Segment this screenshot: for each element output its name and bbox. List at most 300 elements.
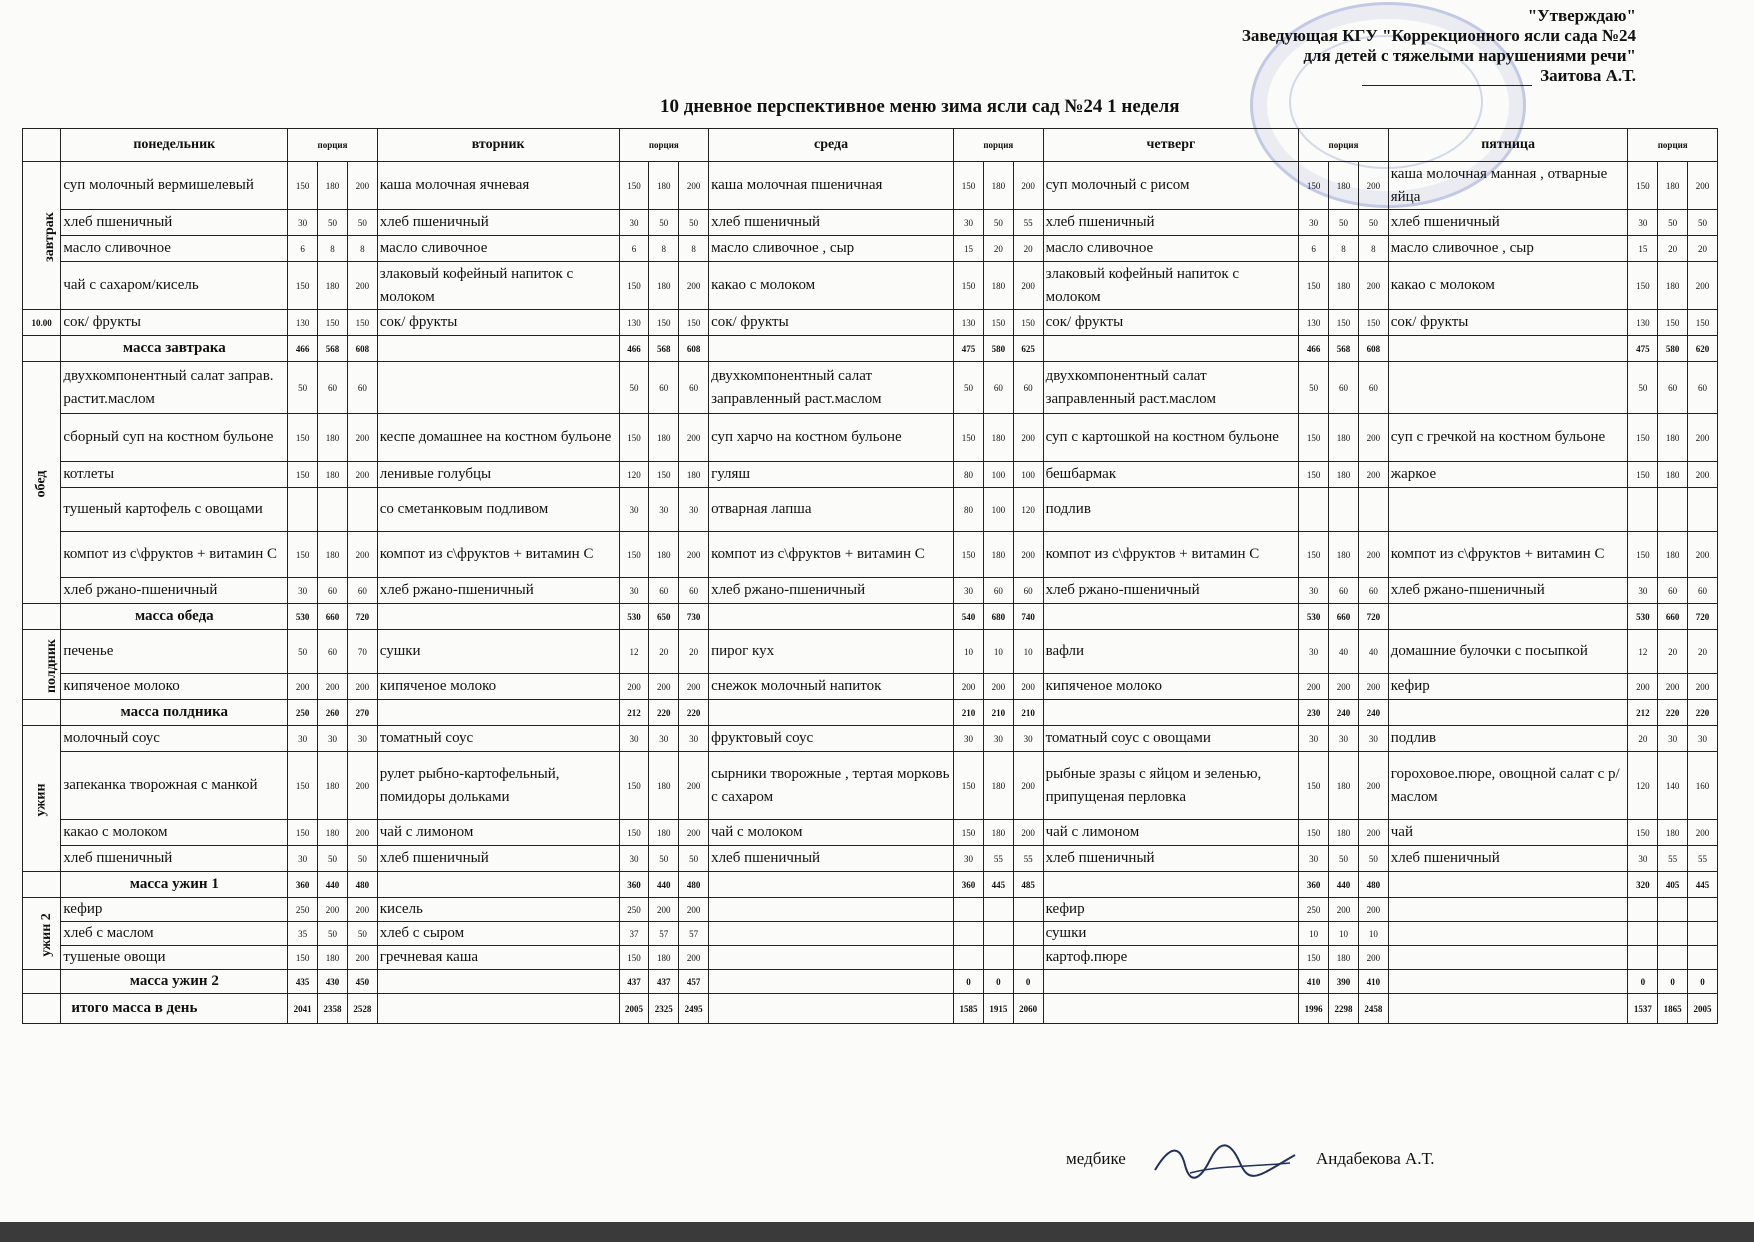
dish-cell: хлеб пшеничный [61,846,288,872]
portion-cell: 150 [619,752,649,820]
total-value: 437 [619,970,649,994]
portion-cell: 30 [619,210,649,236]
total-value: 1865 [1658,994,1688,1024]
portion-cell: 50 [318,846,348,872]
dish-cell: фруктовый соус [709,726,954,752]
portion-cell: 150 [1299,820,1329,846]
signature [1150,1135,1300,1185]
dish-cell: хлеб пшеничный [1043,210,1299,236]
total-spacer [23,700,61,726]
total-spacer [23,604,61,630]
total-value: 580 [1658,336,1688,362]
portion-cell: 60 [1013,578,1043,604]
portion-cell: 100 [983,462,1013,488]
portion-cell: 30 [1628,578,1658,604]
portion-cell: 200 [1329,898,1359,922]
portion-cell: 150 [619,162,649,210]
total-value: 660 [318,604,348,630]
portion-cell: 200 [1688,532,1718,578]
portion-cell: 150 [1299,262,1329,310]
dish-cell [1388,362,1628,414]
header-day: вторник [377,129,619,162]
header-row [23,129,1718,162]
portion-cell: 150 [679,310,709,336]
menu-row [23,236,1718,262]
portion-cell [954,946,984,970]
total-value: 210 [1013,700,1043,726]
total-value: 437 [649,970,679,994]
dish-cell: чай с лимоном [377,820,619,846]
portion-cell: 150 [619,820,649,846]
portion-cell [1628,488,1658,532]
dish-cell: каша молочная ячневая [377,162,619,210]
total-value: 680 [983,604,1013,630]
dish-cell: хлеб пшеничный [61,210,288,236]
portion-cell: 180 [983,532,1013,578]
dish-cell: домашние булочки с посыпкой [1388,630,1628,674]
dish-cell: подлив [1388,726,1628,752]
portion-cell: 200 [1358,462,1388,488]
portion-cell: 200 [347,946,377,970]
dish-cell: компот из с\фруктов + витамин С [1388,532,1628,578]
portion-cell: 150 [649,462,679,488]
total-value: 530 [288,604,318,630]
menu-row [23,162,1718,210]
total-value: 212 [1628,700,1658,726]
portion-cell: 180 [679,462,709,488]
total-value: 568 [649,336,679,362]
total-label [377,336,619,362]
total-label [377,700,619,726]
portion-cell: 50 [1628,362,1658,414]
dish-cell: хлеб с сыром [377,922,619,946]
portion-cell [1013,946,1043,970]
dish-cell [377,362,619,414]
menu-row [23,946,1718,970]
portion-cell: 30 [619,726,649,752]
portion-cell: 200 [1688,162,1718,210]
portion-cell [1628,946,1658,970]
portion-cell: 200 [1299,674,1329,700]
portion-cell: 30 [1658,726,1688,752]
portion-cell: 150 [1628,414,1658,462]
total-label [709,872,954,898]
total-value: 220 [1688,700,1718,726]
portion-cell: 150 [954,752,984,820]
dish-cell: рулет рыбно-картофельный, помидоры дольками [377,752,619,820]
total-label [1388,604,1628,630]
dish-cell: суп молочный с рисом [1043,162,1299,210]
portion-cell: 180 [318,162,348,210]
total-label: итого масса в день [61,994,288,1024]
total-label [377,872,619,898]
meal-label [23,630,61,700]
dish-cell [709,898,954,922]
dish-cell: хлеб ржано-пшеничный [1388,578,1628,604]
portion-cell: 60 [1688,362,1718,414]
portion-cell: 60 [1358,578,1388,604]
portion-cell: 120 [1628,752,1658,820]
dish-cell: томатный соус [377,726,619,752]
total-value: 720 [347,604,377,630]
total-value: 608 [1358,336,1388,362]
portion-cell: 120 [619,462,649,488]
dish-cell: сырники творожные , тертая морковь с сахаром [709,752,954,820]
total-row [23,700,1718,726]
total-value: 360 [954,872,984,898]
portion-cell: 6 [1299,236,1329,262]
dish-cell [709,922,954,946]
portion-cell: 50 [679,210,709,236]
portion-cell: 200 [1013,162,1043,210]
portion-cell: 30 [619,488,649,532]
portion-cell: 20 [1688,630,1718,674]
portion-cell: 50 [1358,210,1388,236]
portion-cell [1329,488,1359,532]
portion-cell [1658,898,1688,922]
header-day: среда [709,129,954,162]
header-corner [23,129,61,162]
portion-cell: 130 [1299,310,1329,336]
portion-cell [1688,922,1718,946]
approval-block [1242,6,1636,86]
dish-cell: каша молочная манная , отварные яйца [1388,162,1628,210]
portion-cell: 180 [983,162,1013,210]
portion-cell: 57 [649,922,679,946]
menu-row [23,362,1718,414]
portion-cell: 180 [649,752,679,820]
portion-cell: 180 [1658,162,1688,210]
portion-cell: 150 [983,310,1013,336]
portion-cell: 10 [954,630,984,674]
dish-cell: хлеб ржано-пшеничный [709,578,954,604]
menu-row [23,488,1718,532]
portion-cell: 8 [347,236,377,262]
menu-row [23,898,1718,922]
header-day: пятница [1388,129,1628,162]
menu-row [23,210,1718,236]
approval-line-3: для детей с тяжелыми нарушениями речи" [1303,46,1636,65]
portion-cell: 200 [1358,820,1388,846]
portion-cell: 200 [1358,674,1388,700]
total-value: 210 [983,700,1013,726]
total-value: 0 [1628,970,1658,994]
portion-cell: 130 [1628,310,1658,336]
dish-cell: снежок молочный напиток [709,674,954,700]
dish-cell: какао с молоком [709,262,954,310]
portion-cell: 200 [1013,820,1043,846]
dish-cell: компот из с\фруктов + витамин С [377,532,619,578]
header-day: понедельник [61,129,288,162]
portion-cell: 200 [679,262,709,310]
portion-cell: 50 [983,210,1013,236]
dish-cell: хлеб с маслом [61,922,288,946]
total-label [1388,336,1628,362]
portion-cell: 150 [1299,946,1329,970]
portion-cell: 6 [619,236,649,262]
portion-cell: 180 [649,946,679,970]
portion-cell: 30 [347,726,377,752]
portion-cell: 10 [983,630,1013,674]
meal-label [23,898,61,970]
total-value: 730 [679,604,709,630]
total-label [1388,872,1628,898]
total-value: 360 [288,872,318,898]
total-value: 457 [679,970,709,994]
total-value: 2060 [1013,994,1043,1024]
portion-cell: 150 [1358,310,1388,336]
total-row [23,970,1718,994]
header-portion: порция [288,129,378,162]
portion-cell: 30 [954,210,984,236]
portion-cell: 100 [983,488,1013,532]
portion-cell: 50 [1329,210,1359,236]
approval-line-2: Заведующая КГУ "Коррекционного ясли сада №24 [1241,26,1636,45]
dish-cell: хлеб ржано-пшеничный [377,578,619,604]
portion-cell: 200 [1688,262,1718,310]
document-title: 10 дневное перспективное меню зима ясли сад №24 1 неделя [660,96,1180,117]
portion-cell: 60 [1658,578,1688,604]
portion-cell: 180 [1658,820,1688,846]
total-label [1043,970,1299,994]
portion-cell: 150 [954,532,984,578]
portion-cell: 60 [1658,362,1688,414]
portion-cell: 150 [288,162,318,210]
total-value: 2458 [1358,994,1388,1024]
dish-cell: пирог кух [709,630,954,674]
portion-cell: 150 [619,946,649,970]
menu-row [23,674,1718,700]
portion-cell: 30 [288,578,318,604]
portion-cell: 200 [1628,674,1658,700]
portion-cell: 150 [1628,162,1658,210]
total-label [1043,872,1299,898]
portion-cell: 80 [954,488,984,532]
portion-cell: 57 [679,922,709,946]
portion-cell: 180 [1329,820,1359,846]
approval-line-4: Заитова А.Т. [1540,66,1636,85]
portion-cell: 30 [1013,726,1043,752]
footer-name: Андабекова А.Т. [1316,1149,1435,1168]
portion-cell: 200 [679,532,709,578]
portion-cell: 180 [318,532,348,578]
portion-cell: 200 [619,674,649,700]
total-label [377,970,619,994]
total-row [23,872,1718,898]
portion-cell: 150 [649,310,679,336]
portion-cell: 30 [679,488,709,532]
dish-cell: хлеб пшеничный [709,846,954,872]
portion-cell: 30 [1628,210,1658,236]
total-value: 530 [619,604,649,630]
portion-cell: 6 [288,236,318,262]
portion-cell [1658,488,1688,532]
dish-cell: кефир [1388,674,1628,700]
portion-cell: 60 [649,578,679,604]
portion-cell: 8 [1358,236,1388,262]
portion-cell [1628,922,1658,946]
total-value: 430 [318,970,348,994]
portion-cell: 150 [1688,310,1718,336]
portion-cell: 8 [649,236,679,262]
portion-cell: 180 [1329,532,1359,578]
portion-cell: 150 [288,752,318,820]
portion-cell: 200 [1013,262,1043,310]
portion-cell: 200 [347,162,377,210]
total-value: 360 [619,872,649,898]
portion-cell: 60 [318,362,348,414]
portion-cell [1358,488,1388,532]
portion-cell: 180 [983,262,1013,310]
portion-cell: 150 [1628,462,1658,488]
dish-cell: хлеб пшеничный [1043,846,1299,872]
portion-cell: 130 [954,310,984,336]
portion-cell: 150 [288,462,318,488]
portion-cell: 180 [318,820,348,846]
dish-cell: подлив [1043,488,1299,532]
portion-cell: 30 [288,726,318,752]
total-value: 220 [1658,700,1688,726]
total-value: 0 [983,970,1013,994]
portion-cell: 150 [288,820,318,846]
portion-cell: 60 [1013,362,1043,414]
portion-cell: 50 [347,922,377,946]
portion-cell: 35 [288,922,318,946]
dish-cell: сушки [377,630,619,674]
dish-cell: сок/ фрукты [1043,310,1299,336]
portion-cell: 180 [318,262,348,310]
meal-label-text: полдник [44,638,60,693]
portion-cell: 200 [347,262,377,310]
portion-cell: 10 [1013,630,1043,674]
total-label: масса полдника [61,700,288,726]
meal-label-text: завтрак [41,211,57,262]
portion-cell: 180 [1329,462,1359,488]
portion-cell: 150 [1299,414,1329,462]
total-value: 530 [1628,604,1658,630]
portion-cell: 30 [288,846,318,872]
header-portion: порция [954,129,1044,162]
dish-cell [709,946,954,970]
total-value: 1915 [983,994,1013,1024]
scan-edge [0,1222,1754,1242]
portion-cell [1688,946,1718,970]
portion-cell: 200 [1358,898,1388,922]
portion-cell: 200 [1329,674,1359,700]
portion-cell: 20 [1658,630,1688,674]
total-spacer [23,970,61,994]
portion-cell: 60 [1358,362,1388,414]
portion-cell [288,488,318,532]
portion-cell: 180 [983,752,1013,820]
portion-cell: 200 [1013,414,1043,462]
portion-cell: 200 [649,674,679,700]
portion-cell: 150 [1329,310,1359,336]
dish-cell: кипяченое молоко [377,674,619,700]
dish-cell: хлеб пшеничный [1388,210,1628,236]
total-value: 480 [347,872,377,898]
portion-cell: 70 [347,630,377,674]
portion-cell: 150 [1299,752,1329,820]
total-value: 608 [679,336,709,362]
portion-cell: 180 [318,946,348,970]
dish-cell: масло сливочное [377,236,619,262]
portion-cell: 180 [649,414,679,462]
portion-cell: 150 [288,262,318,310]
dish-cell: сборный суп на костном бульоне [61,414,288,462]
portion-cell: 200 [679,820,709,846]
dish-cell: компот из с\фруктов + витамин С [61,532,288,578]
total-row [23,604,1718,630]
portion-cell: 40 [1358,630,1388,674]
dish-cell: хлеб ржано-пшеничный [61,578,288,604]
portion-cell: 200 [1688,414,1718,462]
meal-label [23,162,61,310]
portion-cell: 10 [1329,922,1359,946]
portion-cell: 180 [983,820,1013,846]
total-label [1043,994,1299,1024]
total-label [1043,700,1299,726]
portion-cell: 30 [983,726,1013,752]
total-label [709,970,954,994]
portion-cell: 150 [1299,532,1329,578]
portion-cell: 200 [1688,462,1718,488]
total-value: 410 [1358,970,1388,994]
portion-cell: 60 [983,578,1013,604]
portion-cell: 60 [679,362,709,414]
total-value: 1585 [954,994,984,1024]
total-value: 568 [318,336,348,362]
meal-label-text: ужин [33,782,49,817]
total-value: 720 [1358,604,1388,630]
portion-cell: 200 [679,752,709,820]
portion-cell: 200 [1688,674,1718,700]
header-portion: порция [1299,129,1389,162]
menu-row [23,820,1718,846]
dish-cell: сок/ фрукты [377,310,619,336]
portion-cell: 150 [954,262,984,310]
portion-cell [1628,898,1658,922]
portion-cell: 140 [1658,752,1688,820]
portion-cell: 30 [679,726,709,752]
portion-cell: 200 [347,532,377,578]
dish-cell: кефир [61,898,288,922]
portion-cell: 50 [619,362,649,414]
portion-cell: 50 [1658,210,1688,236]
portion-cell: 60 [679,578,709,604]
portion-cell: 50 [1299,362,1329,414]
portion-cell: 130 [619,310,649,336]
menu-row [23,414,1718,462]
total-value: 0 [1658,970,1688,994]
portion-cell: 30 [318,726,348,752]
portion-cell: 250 [619,898,649,922]
total-label [377,604,619,630]
dish-cell: кипяченое молоко [61,674,288,700]
dish-cell: суп с картошкой на костном бульоне [1043,414,1299,462]
time-label: 10.00 [23,310,61,336]
portion-cell [954,898,984,922]
portion-cell: 30 [1299,578,1329,604]
total-value: 2005 [619,994,649,1024]
portion-cell: 30 [1358,726,1388,752]
portion-cell: 12 [619,630,649,674]
total-value: 2298 [1329,994,1359,1024]
portion-cell: 200 [1013,674,1043,700]
portion-cell: 200 [679,674,709,700]
total-label [709,336,954,362]
portion-cell: 150 [619,262,649,310]
